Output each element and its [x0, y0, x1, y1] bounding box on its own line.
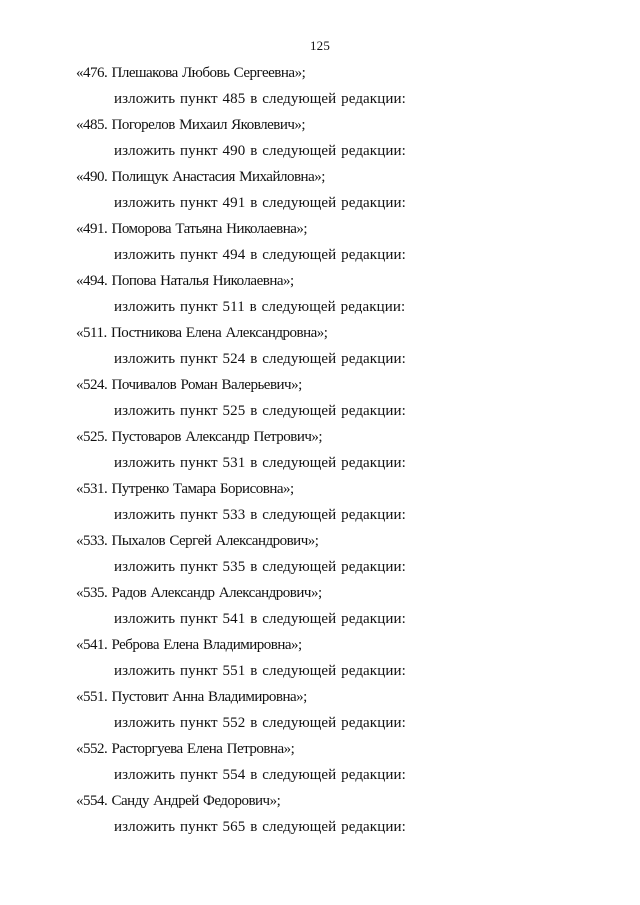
entry-line: «524. Почивалов Роман Валерьевич»; — [76, 377, 302, 393]
instruction-line: изложить пункт 511 в следующей редакции: — [114, 299, 406, 315]
instruction-line: изложить пункт 541 в следующей редакции: — [114, 611, 406, 627]
instruction-line: изложить пункт 531 в следующей редакции: — [114, 455, 406, 471]
instruction-line: изложить пункт 554 в следующей редакции: — [114, 767, 406, 783]
entry-line: «511. Постникова Елена Александровна»; — [76, 325, 328, 341]
instruction-line: изложить пункт 494 в следующей редакции: — [114, 247, 406, 263]
entry-line: «551. Пустовит Анна Владимировна»; — [76, 689, 307, 705]
instruction-line: изложить пункт 551 в следующей редакции: — [114, 663, 406, 679]
entry-line: «494. Попова Наталья Николаевна»; — [76, 273, 294, 289]
entry-line: «525. Пустоваров Александр Петрович»; — [76, 429, 323, 445]
instruction-line: изложить пункт 485 в следующей редакции: — [114, 91, 406, 107]
entry-line: «490. Полищук Анастасия Михайловна»; — [76, 169, 325, 185]
entry-line: «552. Расторгуева Елена Петровна»; — [76, 741, 295, 757]
entry-line: «541. Реброва Елена Владимировна»; — [76, 637, 302, 653]
instruction-line: изложить пункт 565 в следующей редакции: — [114, 819, 406, 835]
entry-line: «531. Путренко Тамара Борисовна»; — [76, 481, 294, 497]
entry-line: «535. Радов Александр Александрович»; — [76, 585, 322, 601]
instruction-line: изложить пункт 552 в следующей редакции: — [114, 715, 406, 731]
entry-line: «533. Пыхалов Сергей Александрович»; — [76, 533, 319, 549]
instruction-line: изложить пункт 490 в следующей редакции: — [114, 143, 406, 159]
document-body — [0, 60, 640, 840]
instruction-line: изложить пункт 533 в следующей редакции: — [114, 507, 406, 523]
instruction-line: изложить пункт 535 в следующей редакции: — [114, 559, 406, 575]
instruction-line: изложить пункт 491 в следующей редакции: — [114, 195, 406, 211]
instruction-line: изложить пункт 524 в следующей редакции: — [114, 351, 406, 367]
entry-line: «485. Погорелов Михаил Яковлевич»; — [76, 117, 306, 133]
entry-line: «491. Поморова Татьяна Николаевна»; — [76, 221, 308, 237]
page-number: 125 — [309, 38, 331, 53]
instruction-line: изложить пункт 525 в следующей редакции: — [114, 403, 406, 419]
entry-line: «554. Санду Андрей Федорович»; — [76, 793, 281, 809]
entry-line: «476. Плешакова Любовь Сергеевна»; — [76, 65, 306, 81]
